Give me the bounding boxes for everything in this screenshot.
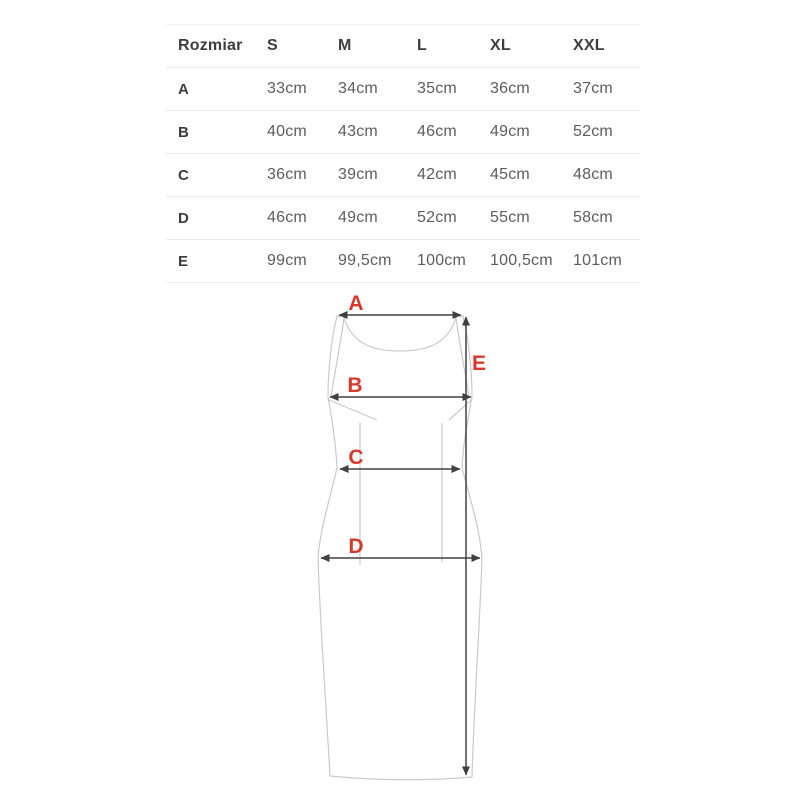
size-value: 99,5cm: [338, 252, 392, 269]
dress-left-silhouette: [318, 316, 337, 776]
size-value: 46cm: [417, 123, 457, 140]
size-value: 46cm: [267, 209, 307, 226]
header-cell-s: S: [267, 37, 278, 54]
size-value: 99cm: [267, 252, 307, 269]
label-b: B: [347, 374, 363, 397]
dress-right-silhouette: [462, 316, 482, 777]
size-value: 100cm: [417, 252, 467, 269]
dress-left-armhole: [331, 318, 344, 396]
size-value: 45cm: [490, 166, 530, 183]
dress-right-armhole: [456, 318, 469, 396]
label-e: E: [472, 352, 487, 375]
size-value: 48cm: [573, 166, 613, 183]
label-d: D: [348, 535, 364, 558]
measurement-letter: C: [178, 166, 190, 184]
size-value: 43cm: [338, 123, 378, 140]
dress-hem: [330, 776, 472, 780]
size-value: 101cm: [573, 252, 623, 269]
size-value: 52cm: [417, 209, 457, 226]
measurement-labels: [347, 292, 486, 558]
size-value: 55cm: [490, 209, 530, 226]
size-value: 40cm: [267, 123, 307, 140]
label-a: A: [348, 292, 364, 315]
measurement-letter: B: [178, 123, 190, 141]
measurement-letter: A: [178, 80, 190, 98]
size-value: 35cm: [417, 80, 457, 97]
measurement-arrows: [321, 315, 480, 775]
size-value: 52cm: [573, 123, 613, 140]
label-c: C: [348, 446, 364, 469]
size-value: 49cm: [338, 209, 378, 226]
header-cell-xxl: XXL: [573, 37, 605, 54]
size-value: 58cm: [573, 209, 613, 226]
measurement-letter: D: [178, 209, 190, 227]
size-value: 34cm: [338, 80, 378, 97]
dress-neckline: [344, 317, 456, 351]
size-value: 36cm: [267, 166, 307, 183]
size-value: 33cm: [267, 80, 307, 97]
dress-left-seam: [329, 400, 377, 420]
measurement-letter: E: [178, 252, 189, 270]
header-cell-rozmiar: Rozmiar: [178, 37, 243, 54]
size-value: 49cm: [490, 123, 530, 140]
size-value: 100,5cm: [490, 252, 553, 269]
size-value: 39cm: [338, 166, 378, 183]
header-cell-l: L: [417, 37, 427, 54]
size-value: 42cm: [417, 166, 457, 183]
size-value: 37cm: [573, 80, 613, 97]
header-cell-m: M: [338, 37, 352, 54]
dress-right-seam: [449, 400, 471, 420]
size-value: 36cm: [490, 80, 530, 97]
dress-outline: [318, 316, 482, 780]
header-cell-xl: XL: [490, 37, 511, 54]
